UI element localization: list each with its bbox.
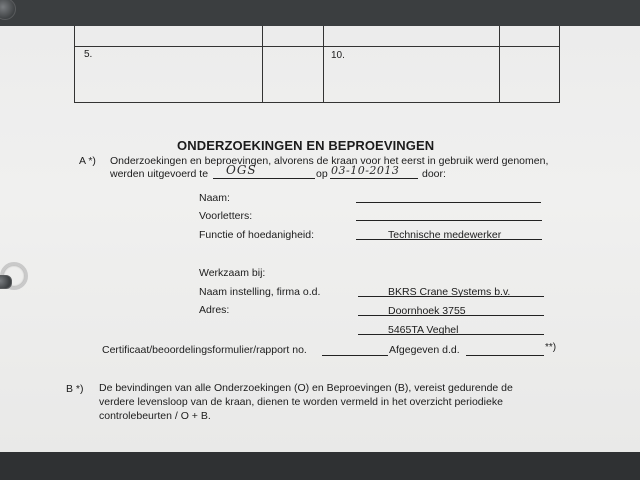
functie-label: Functie of hoedanigheid: [199,229,315,241]
section-b-marker: B *) [66,383,84,395]
on-label: op [316,168,328,180]
werkzaam-label: Werkzaam bij: [199,267,266,279]
handwritten-date: 03-10-2013 [331,164,400,177]
voorletters-label: Voorletters: [199,210,253,222]
place-underline [213,178,315,179]
adres-line1-value: Doornhoek 3755 [388,305,466,317]
section-a-marker: A *) [79,155,96,167]
voorletters-field-line [356,220,542,221]
naam-field-line [356,202,541,203]
background-top [0,0,640,26]
table-cell-right-number: 10. [331,50,345,61]
certificate-field-line [322,355,388,356]
issued-label: Afgegeven d.d. [389,344,460,356]
binder-hole-middle [0,275,12,289]
issued-field-line [466,355,544,356]
instelling-value: BKRS Crane Systems b.v. [388,286,511,298]
handwritten-place: OGS [226,163,257,177]
naam-label: Naam: [199,192,230,204]
section-b-line1: De bevindingen van alle Onderzoekingen (O) en Beproevingen (B), vereist gedurende de [99,382,513,394]
section-a-line2-prefix: werden uitgevoerd te [110,168,209,180]
section-a-line1: Onderzoekingen en beproevingen, alvorens de kraan voor het eerst in gebruik werd genomen, [110,155,549,167]
section-b-line3: controlebeurten / O + B. [99,410,211,422]
instelling-label: Naam instelling, firma o.d. [199,286,321,298]
functie-value: Technische medewerker [388,229,502,241]
footnote-mark: **) [545,342,557,353]
section-b-line2: verdere levensloop van de kraan, dienen te worden vermeld in het overzicht periodieke [99,396,503,408]
by-label: door: [422,168,446,180]
section-title: ONDERZOEKINGEN EN BEPROEVINGEN [177,138,435,153]
adres-line2-value: 5465TA Veghel [388,324,459,336]
table-cell-left-number: 5. [84,49,93,60]
background-bottom [0,452,640,480]
adres-label: Adres: [199,304,230,316]
date-underline [330,178,418,179]
certificate-label: Certificaat/beoordelingsformulier/rapport no. [102,344,307,356]
